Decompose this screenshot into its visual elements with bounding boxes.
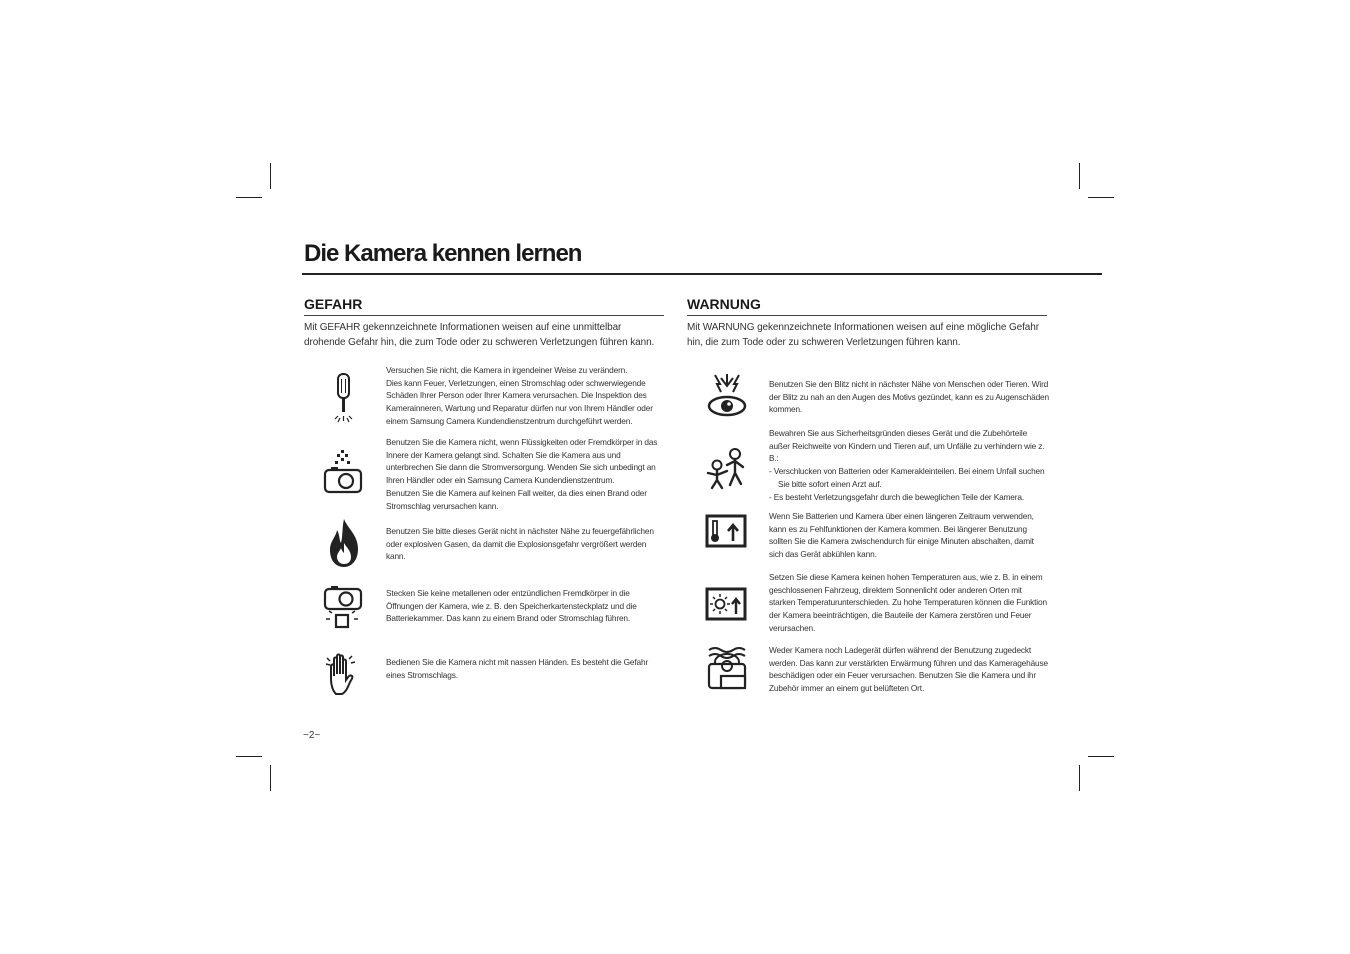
crop-mark: [1088, 756, 1114, 757]
covered-charger-icon: [705, 644, 749, 688]
page-number: ~2~: [303, 730, 321, 741]
crop-mark: [270, 765, 271, 791]
danger-item-text: Bedienen Sie die Kamera nicht mit nassen Händen. Es besteht die Gefahr eines Stromschlags.: [386, 657, 649, 680]
warning-heading: WARNUNG: [687, 296, 1047, 316]
page-title: Die Kamera kennen lernen: [304, 240, 582, 267]
warning-section: [687, 296, 1049, 694]
crop-mark: [236, 197, 262, 198]
camera-liquid-icon: [322, 448, 366, 492]
crop-mark: [236, 756, 262, 757]
children-icon: [705, 447, 749, 491]
crop-mark: [270, 163, 271, 189]
warning-item-text: Wenn Sie Batterien und Kamera über einen längeren Zeitraum verwenden, kann es zu Fehlfunktionen der Kamera kommen. Bei längerer Benutzung sollten Sie die Kamera zwischendurch für einige Minuten abschalten, damit sich das Gerät abkühlen kann.: [769, 511, 1034, 560]
title-rule: [302, 273, 1102, 275]
danger-item-text: Benutzen Sie die Kamera nicht, wenn Flüssigkeiten oder Fremdkörper in das Innere der Kamera gelangt sind. Schalten Sie die Kamera aus und unterbrechen Sie dann die Stromversorgung. Wenden Sie sich unbedingt an Ihren Händler oder ein Samsung Camera Kundendienstzentrum. Benutzen Sie die Kamera auf keinen Fall weiter, da dies einen Brand oder Stromschlag verursachen kann.: [386, 437, 658, 511]
sun-heat-icon: [705, 587, 749, 631]
camera-foreign-object-icon: [322, 583, 366, 627]
temperature-icon: [705, 514, 749, 558]
warning-item-text: Weder Kamera noch Ladegerät dürfen während der Benutzung zugedeckt werden. Das kann zur verstärkten Erwärmung führen und das Kameragehäuse beschädigen oder ein Feuer verursachen. Benutzen Sie die Kamera und ihr Zubehör immer an einem gut belüfteten Ort.: [769, 645, 1048, 694]
warning-item-text: Benutzen Sie den Blitz nicht in nächster Nähe von Menschen oder Tieren. Wird der Blitz zu nah an den Augen des Motivs gezündet, kann es zu Augenschäden kommen.: [769, 379, 1049, 415]
danger-item-text: Versuchen Sie nicht, die Kamera in irgendeiner Weise zu verändern. Dies kann Feuer, Verletzungen, einen Stromschlag oder schwerwiegende Schäden Ihrer Person oder Ihrer Kamera verursachen. Die Inspektion des Kamerainneren, Wartung und Reparatur dürfen nur von Ihrem Händler oder einem Samsung Camera Kundendienstzentrum durchgeführt werden.: [386, 365, 653, 426]
danger-intro: Mit GEFAHR gekennzeichnete Informationen weisen auf eine unmittelbar drohende Gefahr hin, die zum Tode oder zu schweren Verletzungen führen kann.: [304, 322, 655, 348]
flame-icon: [322, 517, 366, 561]
danger-item-text: Benutzen Sie bitte dieses Gerät nicht in nächster Nähe zu feuergefährlichen oder explosiven Gasen, da damit die Explosionsgefahr vergrößert werden kann.: [386, 526, 654, 562]
danger-heading: GEFAHR: [304, 296, 664, 316]
screwdriver-icon: [322, 372, 366, 416]
flash-eye-icon: [705, 372, 749, 416]
danger-item-text: Stecken Sie keine metallenen oder entzündlichen Fremdkörper in die Öffnungen der Kamera, wie z. B. den Speicherkartensteckplatz und die Batteriekammer. Das kann zu einem Brand oder Stromschlag führen.: [386, 588, 637, 624]
crop-mark: [1079, 765, 1080, 791]
warning-item-text: Bewahren Sie aus Sicherheitsgründen dieses Gerät und die Zubehörteile außer Reichweite von Kindern und Tieren auf, um Unfälle zu verhindern wie z. B.: - Verschlucken von Batterien oder Kamerakleinteilen. Bei einem Unfall suchen Sie bitte sofort einen Arzt auf. - Es besteht Verletzungsgefahr durch die beweglichen Teile der Kamera.: [769, 428, 1045, 502]
danger-section: [304, 296, 664, 680]
warning-intro: Mit WARNUNG gekennzeichnete Informationen weisen auf eine mögliche Gefahr hin, die zum Tode oder zu schweren Verletzungen führen kann.: [687, 322, 1039, 348]
warning-item-text: Setzen Sie diese Kamera keinen hohen Temperaturen aus, wie z. B. in einem geschlossenen Fahrzeug, direktem Sonnenlicht oder anderen Orten mit starken Temperaturunterschieden. Zu hohe Temperaturen können die Funktion der Kamera beeinträchtigen, die Bauteile der Kamera zerstören und Feuer verursachen.: [769, 572, 1047, 633]
crop-mark: [1079, 163, 1080, 189]
crop-mark: [1088, 197, 1114, 198]
wet-hand-icon: [322, 650, 366, 694]
